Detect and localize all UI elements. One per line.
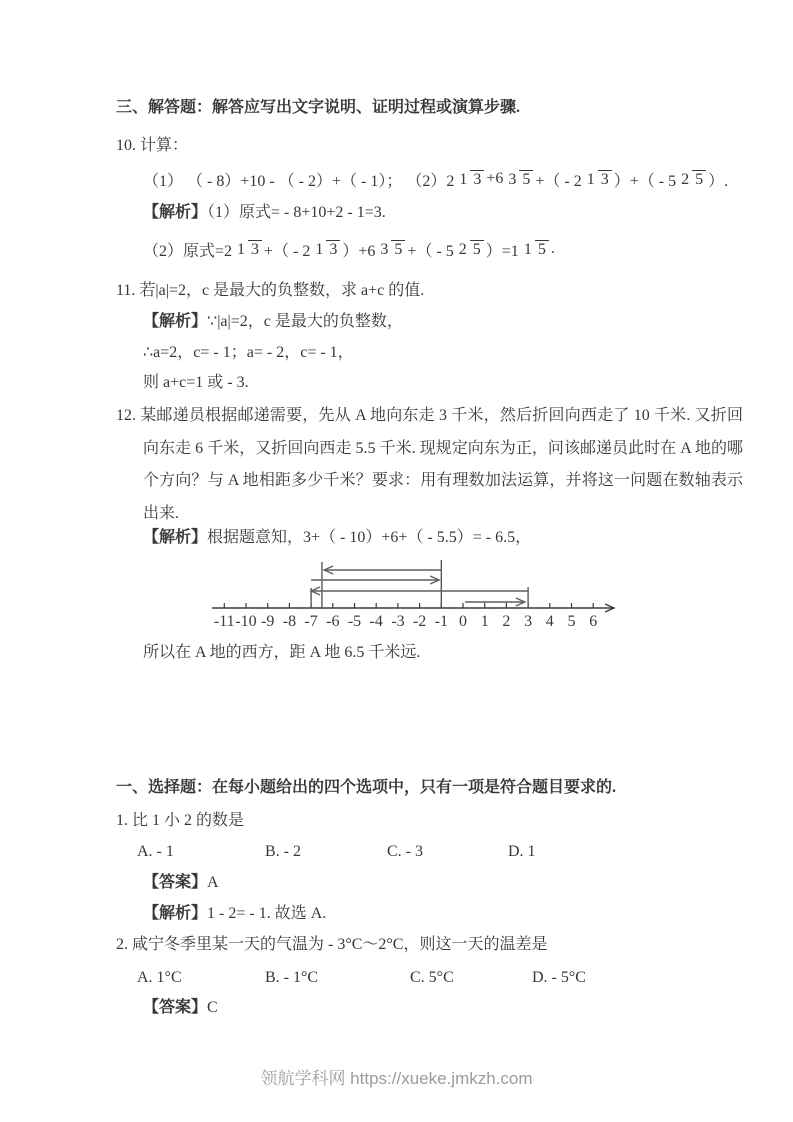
svg-text:-10: -10	[235, 613, 257, 630]
svg-text:-4: -4	[369, 613, 383, 630]
svg-text:-5: -5	[347, 613, 362, 630]
svg-text:2: 2	[502, 613, 511, 630]
formula-text: +（ - 5	[407, 242, 454, 260]
mc1-option-d: D. 1	[508, 843, 536, 860]
section-heading-3: 三、解答题：解答应写出文字说明、证明过程或演算步骤.	[116, 99, 521, 116]
formula-text: .	[550, 240, 555, 257]
formula-text: ）.	[708, 172, 729, 190]
q11-question: 11. 若|a|=2，c 是最大的负整数，求 a+c 的值.	[116, 282, 425, 299]
svg-text:0: 0	[459, 613, 467, 630]
fraction: 1 3	[584, 170, 612, 188]
fraction: 3 5	[377, 240, 405, 258]
mc2-option-a: A. 1°C	[137, 969, 182, 986]
mc1-analysis	[143, 904, 326, 924]
fraction: 1 3	[234, 240, 262, 258]
svg-text:-7: -7	[304, 613, 318, 630]
answer-tag: 【答案】	[143, 999, 208, 1016]
fraction: 2 5	[456, 240, 484, 258]
q12-analysis-text: 根据题意知，3+（ - 10）+6+（ - 5.5）= - 6.5，	[207, 529, 532, 546]
svg-text:-8: -8	[282, 613, 297, 630]
mc1-question: 1. 比 1 小 2 的数是	[116, 812, 245, 829]
formula-text: +（ - 2	[264, 242, 311, 260]
formula-text: ）+6	[342, 242, 376, 260]
q10-analysis-1-text: （1）原式= - 8+10+2 - 1=3.	[207, 204, 386, 221]
mc2-option-c: C. 5°C	[410, 969, 454, 986]
q10-label: 10. 计算：	[116, 137, 189, 154]
svg-text:-9: -9	[261, 613, 275, 630]
q11-analysis-2: ∴a=2，c= - 1；a= - 2，c= - 1，	[143, 344, 354, 361]
answer-tag: 【答案】	[143, 874, 208, 891]
q11-analysis-3: 则 a+c=1 或 - 3.	[143, 374, 249, 391]
mc2-option-d: D. - 5°C	[532, 969, 586, 986]
q12-conclusion: 所以在 A 地的西方，距 A 地 6.5 千米远.	[143, 644, 421, 661]
fraction: 1 3	[312, 240, 340, 258]
mc1-analysis-text: 1 - 2= - 1. 故选 A.	[207, 905, 327, 922]
q12-question: 12. 某邮递员根据邮递需要，先从 A 地向东走 3 千米，然后折回向西走了 10 千米. 又折回向东走 6 千米，又折回向西走 5.5 千米. 现规定向东为正，问该邮递员此时在 A 地的哪个方向？与 A 地相距多少千米？要求：用有理数加法运算，并将这一问题在数轴表示出来.	[116, 407, 743, 522]
q12-analysis	[143, 528, 531, 548]
fraction: 1 5	[521, 240, 549, 258]
mc2-answer-text: C	[207, 999, 218, 1016]
q10-analysis-1	[143, 203, 386, 223]
formula-text: +（ - 2	[535, 172, 582, 190]
mc1-option-b: B. - 2	[265, 843, 301, 860]
svg-text:-11: -11	[213, 613, 235, 630]
mc2-question: 2. 咸宁冬季里某一天的气温为 - 3°C～2°C，则这一天的温差是	[116, 936, 548, 953]
svg-text:-1: -1	[434, 613, 448, 630]
fraction: 3 5	[505, 170, 533, 188]
formula-text: ）=1	[485, 242, 519, 260]
svg-text:6: 6	[589, 613, 598, 630]
svg-text:4: 4	[545, 613, 554, 630]
q10-expression	[143, 156, 728, 202]
svg-text:3: 3	[524, 613, 533, 630]
formula-text: （1） （ - 8）+10 - （ - 2）+（ - 1）； （2）2	[143, 172, 455, 190]
mc2-answer	[143, 998, 218, 1018]
mc1-answer-text: A	[207, 874, 219, 891]
mc1-option-a: A. - 1	[137, 843, 174, 860]
q10-analysis-2	[143, 226, 555, 272]
svg-text:-2: -2	[412, 613, 427, 630]
q11-analysis-1	[143, 312, 403, 332]
svg-text:5: 5	[567, 613, 576, 630]
number-line-diagram	[190, 552, 630, 634]
mc1-option-c: C. - 3	[387, 843, 423, 860]
formula-text: +6	[486, 170, 504, 187]
analysis-tag: 【解析】	[143, 905, 208, 922]
mc2-option-b: B. - 1°C	[265, 969, 319, 986]
analysis-tag: 【解析】	[143, 204, 208, 221]
analysis-tag: 【解析】	[143, 313, 208, 330]
section-heading-1: 一、选择题：在每小题给出的四个选项中，只有一项是符合题目要求的.	[116, 779, 617, 796]
site-watermark: 领航学科网 https://xueke.jmkzh.com	[260, 1069, 533, 1088]
formula-text: ）+（ - 5	[613, 172, 677, 190]
svg-text:1: 1	[480, 613, 489, 630]
q11-analysis-1-text: ∵|a|=2，c 是最大的负整数，	[207, 313, 403, 330]
mc1-answer	[143, 873, 219, 893]
formula-text: （2）原式=2	[143, 242, 233, 260]
svg-text:-6: -6	[326, 613, 340, 630]
svg-text:-3: -3	[391, 613, 405, 630]
analysis-tag: 【解析】	[143, 529, 208, 546]
fraction: 1 3	[456, 170, 484, 188]
fraction: 2 5	[678, 170, 706, 188]
